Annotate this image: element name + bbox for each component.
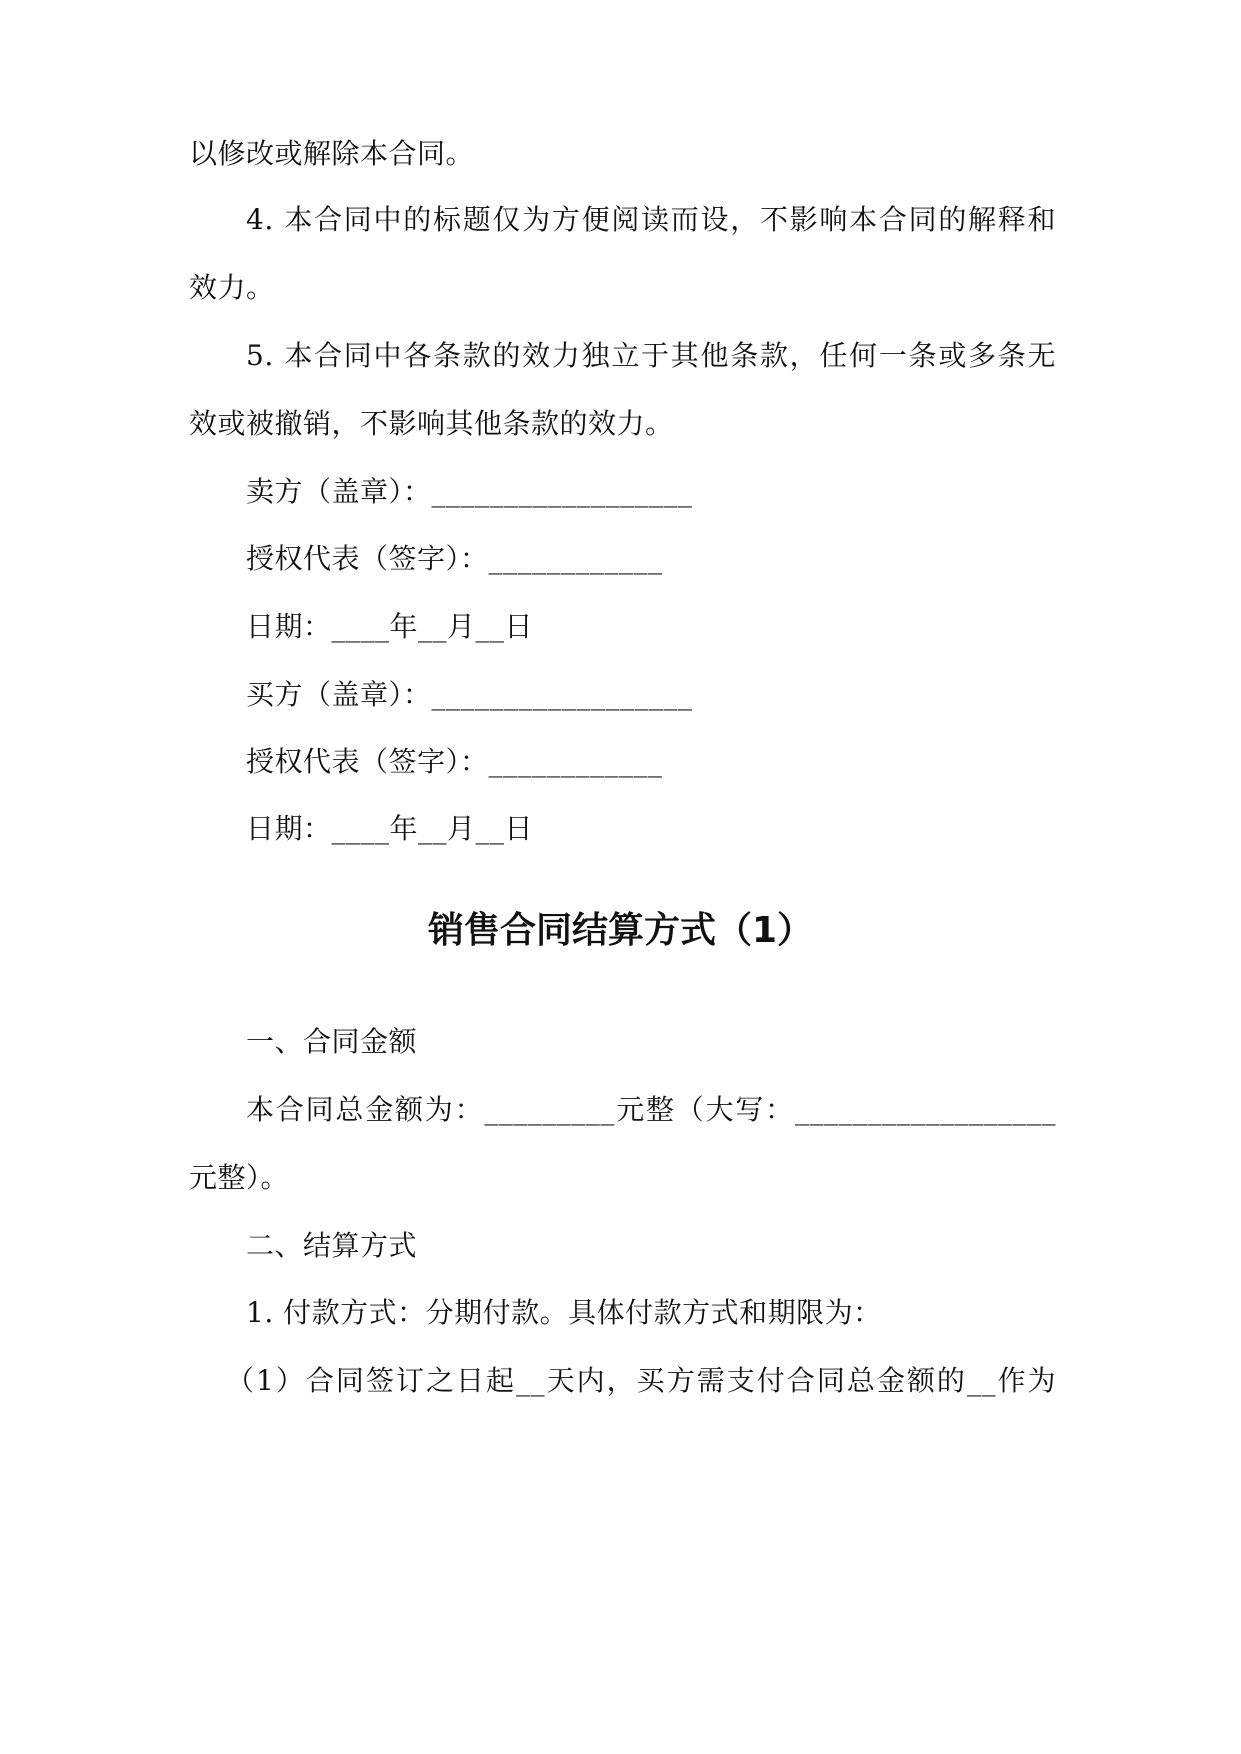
buyer-date-line: 日期：____年__月__日 — [246, 812, 534, 845]
heading-settlement-method: 二、结算方式 — [246, 1229, 418, 1262]
buyer-representative-line: 授权代表（签字）：____________ — [246, 745, 663, 778]
buyer-seal-line: 买方（盖章）：__________________ — [246, 678, 693, 711]
clause-5-continuation: 效或被撤销，不影响其他条款的效力。 — [189, 407, 674, 440]
seller-seal-line: 卖方（盖章）：__________________ — [246, 475, 693, 508]
contract-amount-continuation: 元整）。 — [189, 1161, 290, 1194]
heading-contract-amount: 一、合同金额 — [246, 1025, 418, 1058]
clause-4: 4. 本合同中的标题仅为方便阅读而设，不影响本合同的解释和 — [246, 203, 1056, 236]
paragraph-continuation: 以修改或解除本合同。 — [189, 137, 475, 170]
section-title: 销售合同结算方式（1） — [427, 910, 814, 951]
seller-representative-line: 授权代表（签字）：____________ — [246, 542, 663, 575]
seller-date-line: 日期：____年__月__日 — [246, 610, 534, 643]
installment-1-line: （1）合同签订之日起__天内，买方需支付合同总金额的__作为 — [226, 1364, 1056, 1397]
contract-amount-line: 本合同总金额为：_________元整（大写：__________________ — [246, 1093, 1056, 1126]
clause-5: 5. 本合同中各条款的效力独立于其他条款，任何一条或多条无 — [246, 339, 1056, 372]
clause-4-continuation: 效力。 — [189, 271, 275, 304]
payment-method-line: 1. 付款方式：分期付款。具体付款方式和期限为： — [246, 1296, 882, 1329]
